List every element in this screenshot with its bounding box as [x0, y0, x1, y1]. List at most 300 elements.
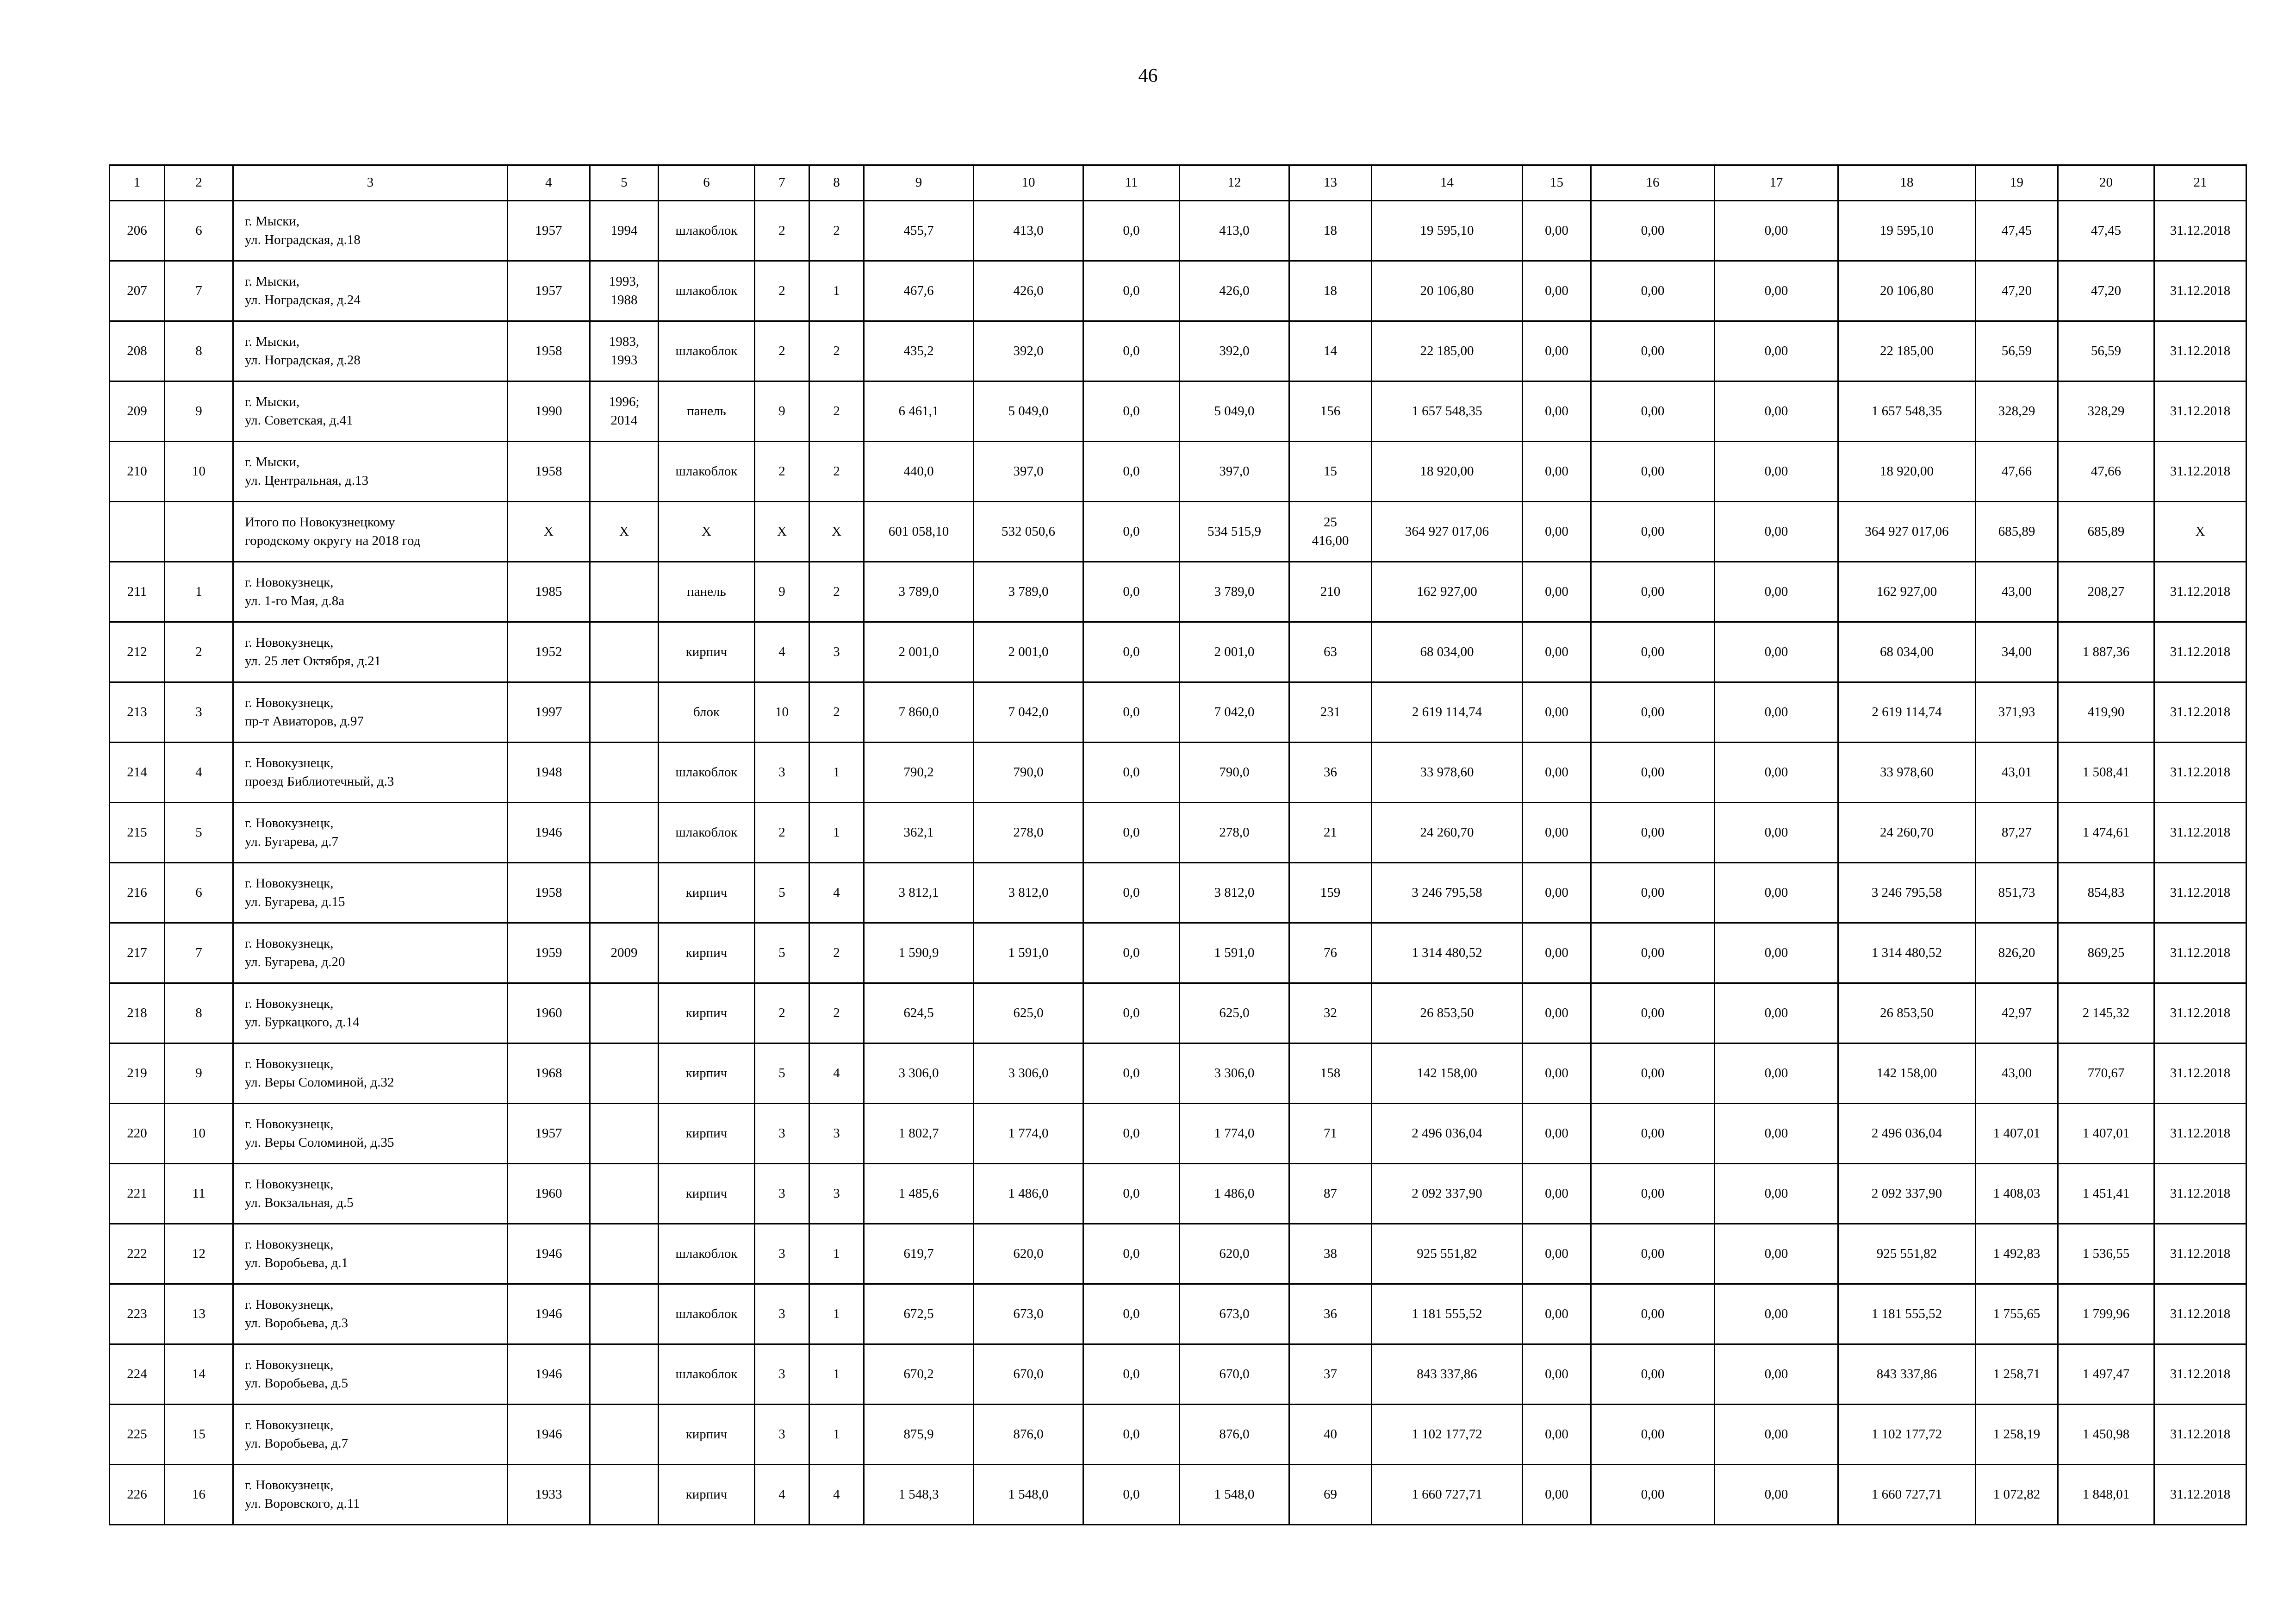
table-row — [110, 622, 2246, 682]
table-cell: 34,00 — [1976, 622, 2058, 682]
table-cell: 1958 — [508, 863, 590, 923]
table-cell: 0,00 — [1523, 321, 1591, 381]
table-cell: 2 — [809, 923, 864, 983]
table-cell: шлакоблок — [659, 201, 755, 261]
table-cell: 2 — [755, 261, 809, 321]
table-cell: 1 486,0 — [974, 1164, 1083, 1224]
table-cell: 7 860,0 — [864, 682, 974, 743]
table-cell: 20 106,80 — [1372, 261, 1523, 321]
table-cell: 0,00 — [1591, 803, 1715, 863]
table-cell: 1946 — [508, 803, 590, 863]
table-cell: г. Новокузнецк, ул. Бугарева, д.20 — [233, 923, 508, 983]
table-cell: 0,0 — [1083, 1405, 1180, 1465]
table-cell: 397,0 — [1180, 442, 1289, 502]
table-cell: 206 — [110, 201, 165, 261]
table-cell: 0,00 — [1523, 1405, 1591, 1465]
table-cell: 21 — [1289, 803, 1372, 863]
table-cell: 0,00 — [1591, 622, 1715, 682]
table-cell: 208,27 — [2058, 562, 2154, 622]
table-cell: г. Новокузнецк, проезд Библиотечный, д.3 — [233, 743, 508, 803]
table-cell: 24 260,70 — [1372, 803, 1523, 863]
table-cell: 0,00 — [1591, 863, 1715, 923]
table-cell: 419,90 — [2058, 682, 2154, 743]
table-cell: 0,00 — [1715, 201, 1838, 261]
table-cell: 0,0 — [1083, 682, 1180, 743]
table-cell: 1946 — [508, 1284, 590, 1344]
table-cell: 1948 — [508, 743, 590, 803]
table-cell: шлакоблок — [659, 442, 755, 502]
table-cell: 1 774,0 — [974, 1104, 1083, 1164]
column-header: 5 — [590, 165, 659, 201]
table-cell: 156 — [1289, 381, 1372, 442]
table-cell: 534 515,9 — [1180, 502, 1289, 562]
table-cell: 0,00 — [1591, 321, 1715, 381]
table-cell: 32 — [1289, 983, 1372, 1043]
table-cell: 770,67 — [2058, 1043, 2154, 1104]
table-cell: 0,0 — [1083, 1465, 1180, 1525]
table-cell: 31.12.2018 — [2154, 261, 2246, 321]
table-cell: 2 — [755, 442, 809, 502]
column-header: 10 — [974, 165, 1083, 201]
table-cell: 0,00 — [1715, 743, 1838, 803]
table-cell: 790,0 — [1180, 743, 1289, 803]
table-cell: 212 — [110, 622, 165, 682]
table-cell: 5 — [755, 923, 809, 983]
table-cell: 670,0 — [1180, 1344, 1289, 1405]
column-header: 4 — [508, 165, 590, 201]
table-cell: 0,00 — [1715, 1043, 1838, 1104]
table-cell: 2 — [809, 381, 864, 442]
table-cell: 672,5 — [864, 1284, 974, 1344]
table-cell: 226 — [110, 1465, 165, 1525]
table-cell: г. Новокузнецк, ул. Бугарева, д.7 — [233, 803, 508, 863]
table-cell: 1 451,41 — [2058, 1164, 2154, 1224]
table-row — [110, 562, 2246, 622]
table-cell: 87,27 — [1976, 803, 2058, 863]
table-cell: 10 — [165, 1104, 233, 1164]
table-cell: 3 — [755, 1344, 809, 1405]
table-cell: 620,0 — [974, 1224, 1083, 1284]
table-cell: 3 — [809, 1104, 864, 1164]
table-cell: 0,0 — [1083, 803, 1180, 863]
table-cell: 0,00 — [1715, 381, 1838, 442]
table-cell: 0,00 — [1591, 682, 1715, 743]
table-cell: 0,00 — [1715, 442, 1838, 502]
table-cell: 0,00 — [1715, 1344, 1838, 1405]
table-row — [110, 1284, 2246, 1344]
table-cell: 219 — [110, 1043, 165, 1104]
table-cell: г. Новокузнецк, ул. Буркацкого, д.14 — [233, 983, 508, 1043]
table-cell: шлакоблок — [659, 321, 755, 381]
table-cell: 0,00 — [1523, 863, 1591, 923]
table-cell: 43,00 — [1976, 562, 2058, 622]
table-cell: 7 — [165, 923, 233, 983]
table-cell: 40 — [1289, 1405, 1372, 1465]
table-cell: 1 181 555,52 — [1838, 1284, 1976, 1344]
table-cell: 162 927,00 — [1838, 562, 1976, 622]
table-cell: 38 — [1289, 1224, 1372, 1284]
table-cell: 1958 — [508, 321, 590, 381]
table-cell: 31.12.2018 — [2154, 321, 2246, 381]
table-cell: г. Новокузнецк, ул. Воробьева, д.7 — [233, 1405, 508, 1465]
table-cell: 1 072,82 — [1976, 1465, 2058, 1525]
table-cell: 2 001,0 — [974, 622, 1083, 682]
table-cell: 217 — [110, 923, 165, 983]
table-cell: 10 — [165, 442, 233, 502]
table-row — [110, 923, 2246, 983]
table-cell: 1 590,9 — [864, 923, 974, 983]
table-cell: 0,00 — [1715, 1465, 1838, 1525]
table-cell: 0,00 — [1523, 743, 1591, 803]
table-row — [110, 803, 2246, 863]
table-cell: 31.12.2018 — [2154, 803, 2246, 863]
table-cell: г. Новокузнецк, пр-т Авиаторов, д.97 — [233, 682, 508, 743]
table-cell: 3 — [755, 1284, 809, 1344]
table-row — [110, 1344, 2246, 1405]
table-cell: 222 — [110, 1224, 165, 1284]
table-row — [110, 1164, 2246, 1224]
table-cell: шлакоблок — [659, 261, 755, 321]
table-cell: 1 102 177,72 — [1372, 1405, 1523, 1465]
table-cell: 208 — [110, 321, 165, 381]
table-cell: кирпич — [659, 863, 755, 923]
table-cell: 685,89 — [1976, 502, 2058, 562]
table-cell: 0,00 — [1591, 1043, 1715, 1104]
table-row — [110, 1104, 2246, 1164]
table-cell: X — [2154, 502, 2246, 562]
table-cell: 0,0 — [1083, 1104, 1180, 1164]
table-cell: 1 848,01 — [2058, 1465, 2154, 1525]
table-cell: 925 551,82 — [1838, 1224, 1976, 1284]
table-cell: 31.12.2018 — [2154, 1344, 2246, 1405]
table-cell: 2 496 036,04 — [1372, 1104, 1523, 1164]
table-cell: 1994 — [590, 201, 659, 261]
table-cell: 31.12.2018 — [2154, 743, 2246, 803]
table-cell: 0,00 — [1591, 1405, 1715, 1465]
column-header: 8 — [809, 165, 864, 201]
table-cell: 2 — [809, 442, 864, 502]
table-cell: X — [659, 502, 755, 562]
table-cell: 2 092 337,90 — [1838, 1164, 1976, 1224]
table-cell: 211 — [110, 562, 165, 622]
table-cell: 5 049,0 — [974, 381, 1083, 442]
table-cell: 68 034,00 — [1838, 622, 1976, 682]
table-cell: 1 657 548,35 — [1838, 381, 1976, 442]
table-cell: 2 — [809, 201, 864, 261]
table-cell: 16 — [165, 1465, 233, 1525]
table-cell — [590, 442, 659, 502]
table-cell: шлакоблок — [659, 803, 755, 863]
table-cell: 22 185,00 — [1372, 321, 1523, 381]
table-cell: 0,00 — [1591, 201, 1715, 261]
table-cell: 3 — [755, 743, 809, 803]
column-header: 12 — [1180, 165, 1289, 201]
table-cell: 47,66 — [1976, 442, 2058, 502]
table-cell: 1 408,03 — [1976, 1164, 2058, 1224]
table-cell: 0,0 — [1083, 261, 1180, 321]
table-cell: 37 — [1289, 1344, 1372, 1405]
table-cell: 31.12.2018 — [2154, 1043, 2246, 1104]
table-cell: 601 058,10 — [864, 502, 974, 562]
table-cell: 3 — [809, 1164, 864, 1224]
table-cell: 0,00 — [1715, 1224, 1838, 1284]
column-header: 6 — [659, 165, 755, 201]
table-row — [110, 1405, 2246, 1465]
table-cell: 0,0 — [1083, 1284, 1180, 1344]
table-cell: 9 — [755, 562, 809, 622]
table-cell: 209 — [110, 381, 165, 442]
table-cell: 1990 — [508, 381, 590, 442]
table-cell: 362,1 — [864, 803, 974, 863]
table-cell: 3 306,0 — [974, 1043, 1083, 1104]
table-cell: кирпич — [659, 1104, 755, 1164]
table-cell: 0,00 — [1715, 622, 1838, 682]
table-cell: 0,00 — [1591, 562, 1715, 622]
table-cell: 2 496 036,04 — [1838, 1104, 1976, 1164]
table-cell: 1 485,6 — [864, 1164, 974, 1224]
table-cell: 19 595,10 — [1372, 201, 1523, 261]
table-cell: 1 657 548,35 — [1372, 381, 1523, 442]
table-cell: г. Мыски, ул. Советская, д.41 — [233, 381, 508, 442]
table-cell: 876,0 — [1180, 1405, 1289, 1465]
table-cell: 1 887,36 — [2058, 622, 2154, 682]
table-cell: 11 — [165, 1164, 233, 1224]
table-cell: 3 — [809, 622, 864, 682]
table-cell: 0,00 — [1523, 381, 1591, 442]
table-cell: 673,0 — [1180, 1284, 1289, 1344]
table-cell: 0,0 — [1083, 1043, 1180, 1104]
table-cell: 18 — [1289, 261, 1372, 321]
table-cell: 2 001,0 — [864, 622, 974, 682]
table-cell: 328,29 — [1976, 381, 2058, 442]
table-cell: 624,5 — [864, 983, 974, 1043]
table-cell: 1 474,61 — [2058, 803, 2154, 863]
table-cell: 4 — [755, 622, 809, 682]
table-cell: 0,0 — [1083, 502, 1180, 562]
table-cell: г. Новокузнецк, ул. 25 лет Октября, д.21 — [233, 622, 508, 682]
table-cell: 467,6 — [864, 261, 974, 321]
table-cell: 0,00 — [1523, 1344, 1591, 1405]
table-cell: 223 — [110, 1284, 165, 1344]
table-cell: 31.12.2018 — [2154, 381, 2246, 442]
table-cell: 210 — [110, 442, 165, 502]
table-cell: 1 536,55 — [2058, 1224, 2154, 1284]
table-cell: 0,00 — [1715, 1284, 1838, 1344]
table-cell: 214 — [110, 743, 165, 803]
table-cell: 1 497,47 — [2058, 1344, 2154, 1405]
table-row — [110, 863, 2246, 923]
column-header: 2 — [165, 165, 233, 201]
table-cell: 1946 — [508, 1224, 590, 1284]
table-cell: 31.12.2018 — [2154, 1224, 2246, 1284]
table-cell: 207 — [110, 261, 165, 321]
table-cell: 1 508,41 — [2058, 743, 2154, 803]
table-cell: 0,00 — [1523, 622, 1591, 682]
table-cell: 1 — [809, 261, 864, 321]
table-cell: 0,00 — [1715, 321, 1838, 381]
table-cell: г. Мыски, ул. Ноградская, д.18 — [233, 201, 508, 261]
table-cell: 1 660 727,71 — [1838, 1465, 1976, 1525]
table-cell: 1 258,19 — [1976, 1405, 2058, 1465]
table-cell: 43,00 — [1976, 1043, 2058, 1104]
table-cell: 843 337,86 — [1838, 1344, 1976, 1405]
table-cell: 68 034,00 — [1372, 622, 1523, 682]
column-header: 1 — [110, 165, 165, 201]
table-cell: г. Новокузнецк, ул. Воробьева, д.1 — [233, 1224, 508, 1284]
table-cell: 215 — [110, 803, 165, 863]
table-cell: 426,0 — [974, 261, 1083, 321]
table-cell: г. Новокузнецк, ул. 1-го Мая, д.8а — [233, 562, 508, 622]
table-cell: 33 978,60 — [1838, 743, 1976, 803]
table-cell: блок — [659, 682, 755, 743]
table-cell — [590, 863, 659, 923]
table-cell: шлакоблок — [659, 1284, 755, 1344]
table-cell: 31.12.2018 — [2154, 201, 2246, 261]
table-cell: кирпич — [659, 983, 755, 1043]
table-row — [110, 1465, 2246, 1525]
table-cell: 0,0 — [1083, 562, 1180, 622]
table-cell: 3 789,0 — [974, 562, 1083, 622]
table-cell: 5 — [165, 803, 233, 863]
table-cell: X — [755, 502, 809, 562]
table-cell: 12 — [165, 1224, 233, 1284]
table-cell: 1996; 2014 — [590, 381, 659, 442]
table-cell: 1957 — [508, 261, 590, 321]
table-cell: 2 — [809, 983, 864, 1043]
table-cell: 0,00 — [1591, 381, 1715, 442]
table-cell: панель — [659, 381, 755, 442]
table-cell: 0,0 — [1083, 923, 1180, 983]
table-cell: 3 789,0 — [1180, 562, 1289, 622]
table-cell: 210 — [1289, 562, 1372, 622]
table-cell: 925 551,82 — [1372, 1224, 1523, 1284]
column-header: 11 — [1083, 165, 1180, 201]
column-header: 17 — [1715, 165, 1838, 201]
table-cell: X — [809, 502, 864, 562]
table-cell: 1 755,65 — [1976, 1284, 2058, 1344]
table-cell: 1 — [809, 1344, 864, 1405]
table-cell: 619,7 — [864, 1224, 974, 1284]
table-cell: 0,00 — [1715, 803, 1838, 863]
table-cell: 1960 — [508, 1164, 590, 1224]
table-cell: 18 — [1289, 201, 1372, 261]
table-cell: шлакоблок — [659, 743, 755, 803]
column-header: 9 — [864, 165, 974, 201]
table-cell: 826,20 — [1976, 923, 2058, 983]
table-cell: 56,59 — [2058, 321, 2154, 381]
table-cell: X — [590, 502, 659, 562]
table-cell: 0,00 — [1715, 983, 1838, 1043]
table-cell: 31.12.2018 — [2154, 1465, 2246, 1525]
table-cell: 3 — [755, 1104, 809, 1164]
table-row — [110, 201, 2246, 261]
table-cell: 1 548,3 — [864, 1465, 974, 1525]
table-cell: г. Новокузнецк, ул. Веры Соломиной, д.32 — [233, 1043, 508, 1104]
table-cell: 875,9 — [864, 1405, 974, 1465]
table-cell: 1960 — [508, 983, 590, 1043]
table-cell: г. Новокузнецк, ул. Бугарева, д.15 — [233, 863, 508, 923]
table-cell: 0,00 — [1523, 562, 1591, 622]
table-cell: 1 — [809, 743, 864, 803]
housing-table — [109, 164, 2247, 1525]
table-cell: 9 — [165, 381, 233, 442]
table-cell: кирпич — [659, 622, 755, 682]
table-cell — [590, 1104, 659, 1164]
table-cell: 532 050,6 — [974, 502, 1083, 562]
table-cell: 790,0 — [974, 743, 1083, 803]
table-cell: 14 — [1289, 321, 1372, 381]
table-cell: 625,0 — [1180, 983, 1289, 1043]
table-cell: 1 548,0 — [974, 1465, 1083, 1525]
table-cell — [110, 502, 165, 562]
table-cell: 392,0 — [1180, 321, 1289, 381]
table-cell: 6 — [165, 863, 233, 923]
table-cell: 162 927,00 — [1372, 562, 1523, 622]
table-cell: 2 — [809, 562, 864, 622]
table-cell: 18 920,00 — [1372, 442, 1523, 502]
table-cell — [590, 803, 659, 863]
table-cell: кирпич — [659, 1465, 755, 1525]
column-header: 7 — [755, 165, 809, 201]
table-cell: 3 — [165, 682, 233, 743]
table-row — [110, 381, 2246, 442]
table-cell: 670,0 — [974, 1344, 1083, 1405]
table-cell: 0,00 — [1523, 1164, 1591, 1224]
table-cell: 3 — [755, 1164, 809, 1224]
table-cell: 14 — [165, 1344, 233, 1405]
table-row — [110, 502, 2246, 562]
table-cell: 854,83 — [2058, 863, 2154, 923]
table-cell: 0,00 — [1591, 1344, 1715, 1405]
table-cell: шлакоблок — [659, 1344, 755, 1405]
table-cell: 63 — [1289, 622, 1372, 682]
table-cell: 1983, 1993 — [590, 321, 659, 381]
column-header: 19 — [1976, 165, 2058, 201]
table-cell: 0,0 — [1083, 1344, 1180, 1405]
column-header: 16 — [1591, 165, 1715, 201]
table-cell: 1 — [809, 1284, 864, 1344]
table-cell: 1959 — [508, 923, 590, 983]
table-cell: 2 — [755, 803, 809, 863]
table-cell: 3 246 795,58 — [1372, 863, 1523, 923]
table-cell: 0,00 — [1591, 261, 1715, 321]
column-header: 14 — [1372, 165, 1523, 201]
column-header: 13 — [1289, 165, 1372, 201]
table-cell: 1946 — [508, 1405, 590, 1465]
table-cell: 0,00 — [1523, 803, 1591, 863]
table-cell: 392,0 — [974, 321, 1083, 381]
table-cell: 455,7 — [864, 201, 974, 261]
table-row — [110, 743, 2246, 803]
table-cell: 47,66 — [2058, 442, 2154, 502]
table-cell: 0,0 — [1083, 863, 1180, 923]
table-cell: 3 789,0 — [864, 562, 974, 622]
table-cell — [590, 682, 659, 743]
column-header: 21 — [2154, 165, 2246, 201]
table-cell: 3 246 795,58 — [1838, 863, 1976, 923]
table-cell: 1993, 1988 — [590, 261, 659, 321]
table-cell: 278,0 — [1180, 803, 1289, 863]
table-cell: 328,29 — [2058, 381, 2154, 442]
table-cell — [590, 1465, 659, 1525]
column-header: 20 — [2058, 165, 2154, 201]
table-cell: 2 092 337,90 — [1372, 1164, 1523, 1224]
table-cell: 2 — [165, 622, 233, 682]
table-cell: 0,0 — [1083, 321, 1180, 381]
table-cell: 47,45 — [1976, 201, 2058, 261]
table-cell: 8 — [165, 321, 233, 381]
table-cell: 216 — [110, 863, 165, 923]
